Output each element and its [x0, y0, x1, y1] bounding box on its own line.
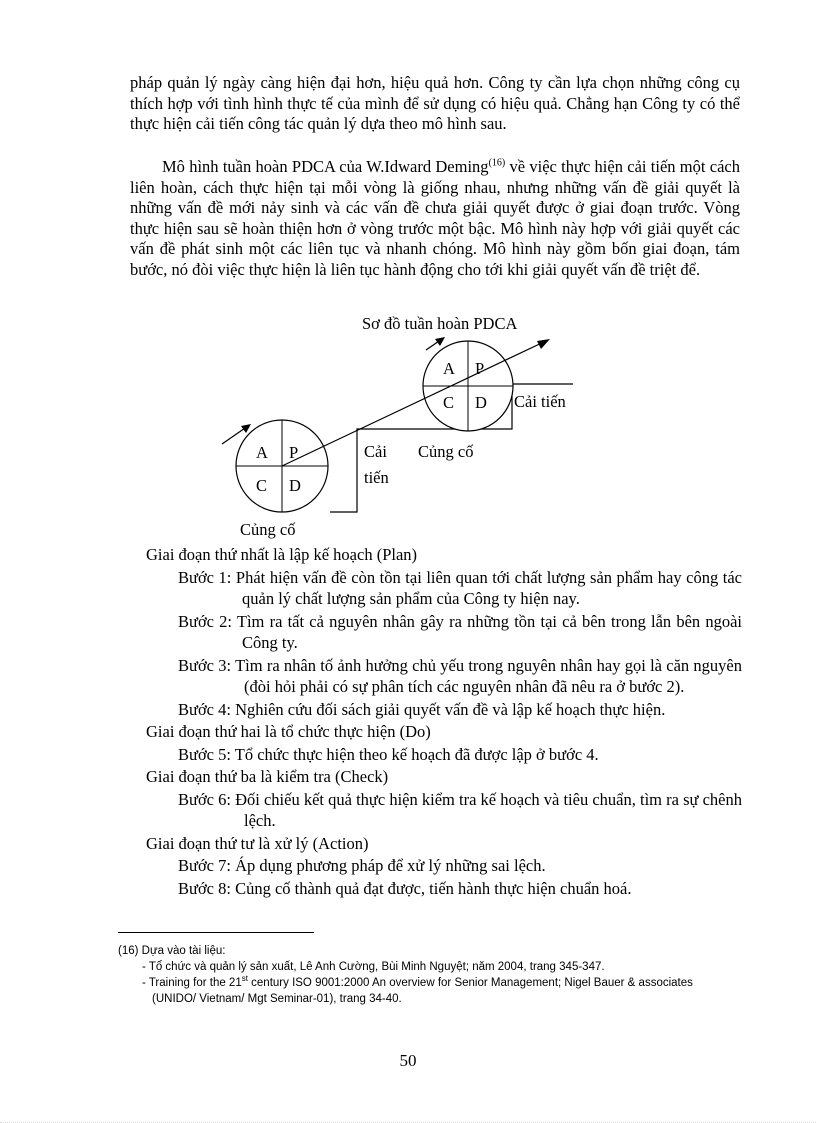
paragraph-pdca-text-start: Mô hình tuần hoàn PDCA của W.Idward Deming: [162, 157, 489, 176]
paragraph-pdca-text-rest: về việc thực hiện cải tiến một cách liên hoàn, cách thực hiện tại mỗi vòng là giống nhau, nhưng những vấn đề giải quyết là những vấn đề mới nảy sinh và các vấn đề chưa giải quyết được ở giai đoạn trước. Vòng thực hiện sau sẽ hoàn thiện hơn ở vòng trước một bậc. Mô hình này hợp với giải quyết các vấn đề phát sinh một các liên tục và nhanh chóng. Mô hình này gồm bốn giai đoạn, tám bước, nó đòi việc thực hiện là liên tục hành động cho tới khi giải quyết vấn đề triệt để.: [130, 157, 740, 279]
footnote: [118, 943, 738, 1007]
step-1: Bước 1: Phát hiện vấn đề còn tồn tại liên quan tới chất lượng sản phẩm hay công tác quản lý chất lượng sản phẩm của Công ty hiện nay.: [178, 567, 742, 608]
phase-plan-title: Giai đoạn thứ nhất là lập kế hoạch (Plan): [146, 545, 418, 564]
progress-arrow-head: [537, 339, 550, 349]
quadrant-c-lower: C: [256, 476, 268, 495]
footnote-separator: [118, 932, 314, 933]
step-8: Bước 8: Củng cố thành quả đạt được, tiến hành thực hiện chuẩn hoá.: [178, 878, 632, 898]
step-4: Bước 4: Nghiên cứu đối sách giải quyết vấn đề và lập kế hoạch thực hiện.: [178, 699, 666, 719]
label-cai-tien-right: Cải tiến: [514, 392, 566, 411]
step-3: Bước 3: Tìm ra nhân tố ảnh hưởng chủ yếu trong nguyên nhân hay gọi là căn nguyên (đòi hỏi phải có sự phân tích các nguyên nhân đã nêu ra ở bước 2).: [178, 655, 742, 696]
label-cai-tien-line1: Cải: [364, 442, 387, 461]
quadrant-p-upper: P: [475, 359, 485, 378]
label-cung-co-bottom: Củng cố: [240, 520, 296, 539]
paragraph-intro: pháp quản lý ngày càng hiện đại hơn, hiệu quả hơn. Công ty cần lựa chọn những công cụ thích hợp với tình hình thực tế của mình để sử dụng có hiệu quả. Chẳng hạn Công ty có thể thực hiện cải tiến công tác quản lý dựa theo mô hình sau.: [130, 73, 740, 133]
footnote-reference[interactable]: (16): [488, 157, 506, 169]
footnote-intro: Dựa vào tài liệu:: [141, 945, 226, 957]
quadrant-a-lower: A: [256, 443, 268, 462]
quadrant-c-upper: C: [443, 393, 455, 412]
rotation-arrow-upper-head: [435, 337, 445, 346]
page-number: 50: [399, 1051, 417, 1070]
pdca-steps-list: [146, 544, 742, 900]
phase-action-title: Giai đoạn thứ tư là xử lý (Action): [146, 833, 369, 853]
paragraph-pdca-description: [130, 157, 740, 280]
step-2: Bước 2: Tìm ra tất cả nguyên nhân gây ra những tồn tại cả bên trong lẫn bên ngoài Công ty.: [178, 611, 742, 652]
footnote-source-2-sup: st: [241, 974, 248, 984]
label-cai-tien-line2: tiến: [364, 468, 389, 487]
footnote-source-1: - Tổ chức và quản lý sản xuất, Lê Anh Cường, Bùi Minh Nguyệt; năm 2004, trang 345-347.: [142, 961, 605, 973]
footnote-source-2-start: - Training for the 21: [142, 977, 242, 989]
rotation-arrow-lower-head: [241, 424, 251, 433]
step-6: Bước 6: Đối chiếu kết quả thực hiện kiểm tra kế hoạch và tiêu chuẩn, tìm ra sự chênh lệch.: [178, 789, 742, 830]
phase-check-title: Giai đoạn thứ ba là kiểm tra (Check): [146, 767, 389, 786]
footnote-marker: (16): [118, 945, 139, 957]
phase-do-title: Giai đoạn thứ hai là tổ chức thực hiện (Do): [146, 722, 431, 741]
footnote-intro-line: [118, 943, 738, 959]
step-5: Bước 5: Tổ chức thực hiện theo kế hoạch đã được lập ở bước 4.: [178, 744, 599, 764]
quadrant-d-lower: D: [289, 476, 301, 495]
step-7: Bước 7: Áp dụng phương pháp để xử lý những sai lệch.: [178, 856, 546, 875]
quadrant-a-upper: A: [443, 359, 455, 378]
diagram-title: Sơ đồ tuần hoàn PDCA: [362, 314, 518, 333]
footnote-source-2: [142, 975, 738, 1007]
footnote-source-2-rest: century ISO 9001:2000 An overview for Senior Management; Nigel Bauer & associates (UNIDO/ Vietnam/ Mgt Seminar-01), trang 34-40.: [152, 977, 693, 1005]
label-cung-co-middle: Củng cố: [418, 442, 474, 461]
quadrant-p-lower: P: [289, 443, 299, 462]
quadrant-d-upper: D: [475, 393, 487, 412]
